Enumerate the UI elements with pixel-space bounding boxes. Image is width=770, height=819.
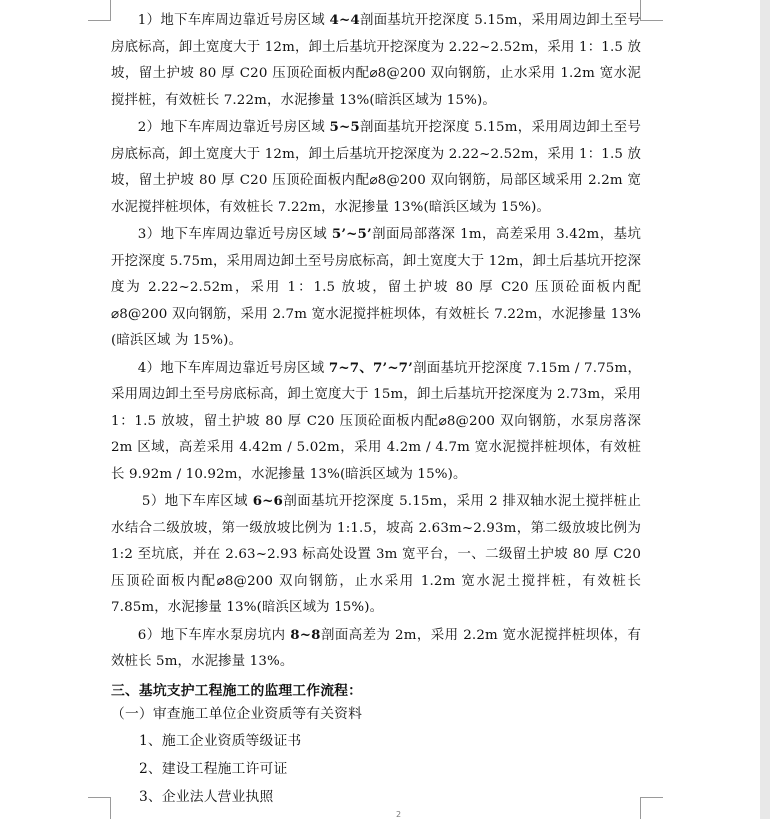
section-label: 4~4 <box>329 12 360 28</box>
paragraph-item-1 <box>111 7 641 114</box>
margin-corner-mark <box>88 0 111 21</box>
document-body[interactable] <box>111 7 641 811</box>
section-label: 5’~5’ <box>331 226 372 242</box>
section-heading: 三、基坑支护工程施工的监理工作流程： <box>111 682 363 699</box>
paragraph-lead: 5）地下车库区域 <box>141 494 253 509</box>
paragraph-lead: 1）地下车库周边靠近号房区域 <box>137 13 330 28</box>
margin-corner-mark <box>88 797 111 819</box>
paragraph-lead: 2）地下车库周边靠近号房区域 <box>137 120 330 135</box>
paragraph-text: 剖面基坑开挖深度 7.15m / 7.75m，采用周边卸土至号房底标高，卸土宽度大于 15m，卸土后基坑开挖深度为 2.73m，采用 1：1.5 放坡，留土护坡 80 厚 C20 压顶砼面板内配⌀8@200 双向钢筋，水泵房落深 2m 区域，高差采用 4.42m / 5.02m，采用 4.2m / 4.7m 宽水泥搅拌桩坝体，有效桩长 9.92m / 10.92m，水泥掺量 13%(暗浜区域为 15%)。 <box>111 360 641 482</box>
margin-corner-mark <box>640 0 663 21</box>
list-item: 3、企业法人营业执照 <box>139 788 274 805</box>
subsection-heading: （一）审查施工单位企业资质等有关资料 <box>111 705 363 722</box>
list-item: 2、建设工程施工许可证 <box>139 760 288 777</box>
paragraph-lead: 3）地下车库周边靠近号房区域 <box>137 227 332 242</box>
section-label: 8~8 <box>290 626 321 643</box>
paragraph-lead: 6）地下车库水泵房坑内 <box>137 627 291 643</box>
paragraph-text: 剖面基坑开挖深度 5.15m，采用周边卸土至号房底标高，卸土宽度大于 12m，卸土后基坑开挖深度为 2.22~2.52m，采用 1：1.5 放坡，留土护坡 80 厚 C20 压顶砼面板内配⌀8@200 双向钢筋，止水采用 1.2m 宽水泥搅拌桩，有效桩长 7.22m，水泥掺量 13%(暗浜区域为 15%)。 <box>111 13 641 108</box>
paragraph-text: 剖面基坑开挖深度 5.15m，采用 2 排双轴水泥土搅拌桩止水结合二级放坡，第一级放坡比例为 1:1.5，坡高 2.63m~2.93m，第二级放坡比例为 1:2 至坑底，并在 2.63~2.93 标高处设置 3m 宽平台，一、二级留土护坡 80 厚 C20 压顶砼面板内配⌀8@200 双向钢筋，止水采用 1.2m 宽水泥土搅拌桩，有效桩长 7.85m，水泥掺量 13%(暗浜区域为 15%)。 <box>111 494 641 615</box>
section-label: 6~6 <box>252 493 284 509</box>
paragraph-text: 剖面基坑开挖深度 5.15m，采用周边卸土至号房底标高，卸土宽度大于 12m，卸土后基坑开挖深度为 2.22~2.52m，采用 1：1.5 放坡，留土护坡 80 厚 C20 压顶砼面板内配⌀8@200 双向钢筋，局部区域采用 2.2m 宽水泥搅拌桩坝体，有效桩长 7.22m，水泥掺量 13%(暗浜区域为 15%)。 <box>111 120 641 215</box>
list-item: 1、施工企业资质等级证书 <box>139 732 302 749</box>
paragraph-item-4 <box>111 355 641 489</box>
section-label: 7~7、7’~7’ <box>328 359 413 376</box>
paragraph-text: 剖面高差为 2m，采用 2.2m 宽水泥搅拌桩坝体，有效桩长 5m，水泥掺量 13%。 <box>111 627 642 669</box>
page-number: 2 <box>396 810 402 819</box>
paragraph-text: 剖面局部落深 1m，高差采用 3.42m，基坑开挖深度 5.75m，采用周边卸土至号房底标高，卸土宽度大于 12m，卸土后基坑开挖深度为 2.22~2.52m，采用 1：1.5 放坡，留土护坡 80 厚 C20 压顶砼面板内配⌀8@200 双向钢筋，采用 2.7m 宽水泥搅拌桩坝体，有效桩长 7.22m，水泥掺量 13%(暗浜区域 为 15%)。 <box>111 227 641 348</box>
paragraph-item-2 <box>111 114 641 221</box>
paragraph-item-3 <box>111 221 641 355</box>
paragraph-item-6 <box>111 622 641 676</box>
paragraph-lead: 4）地下车库周边靠近号房区域 <box>137 360 329 376</box>
section-label: 5~5 <box>329 119 360 135</box>
paragraph-item-5 <box>111 488 641 622</box>
margin-corner-mark <box>640 797 663 819</box>
